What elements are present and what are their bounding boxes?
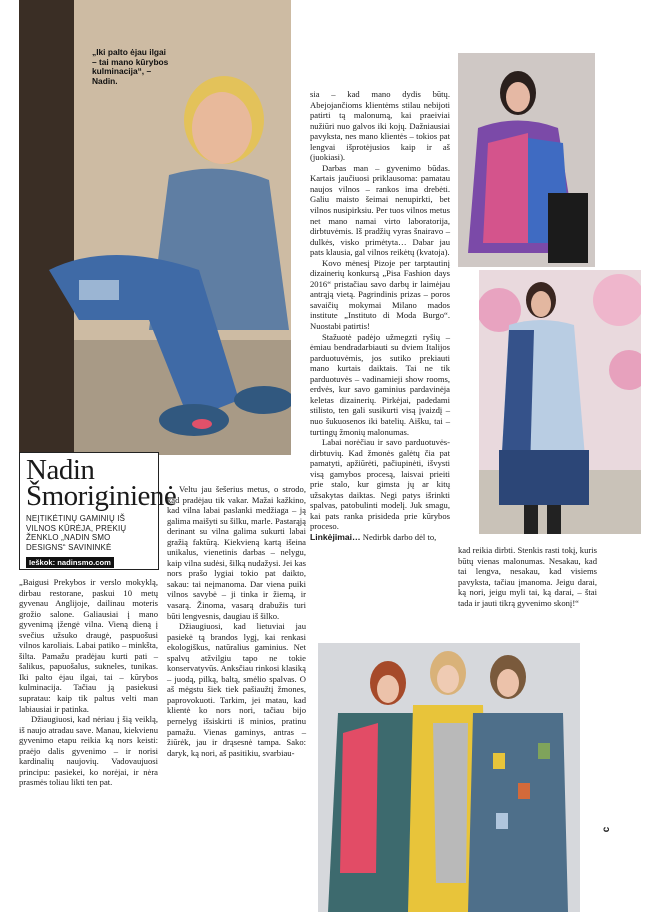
article-column-4: [458, 545, 597, 608]
col3-lead-bold: Linkėjimai…: [310, 531, 361, 542]
col2-paragraph: Džiaugiuosi, kad lietuviai jau pasiekė tą brandos lygį, kai renkasi ekologiškus, natūralius gaminius. Net spalvų atžvilgiu tapo ne tokie konservatyvūs. Anksčiau rinkosi klasiką – juodą, pilką, baltą, smėlio spalvas. O aš mėgstu šiek tiek pašiaužtį žmones, paprovokuoti. Tarkim, jei matau, kad klientė ko nors nori, tačiau bijo pernelyg išsiskirti iš minios, pratinu pamažu. Vienas gaminys, antras – žiūrėk, jau ir drąsesnė tampa. Sako: daryk, ką nori, aš pasitikiu, svarbiau-: [167, 621, 306, 758]
end-mark-icon: ↄ: [600, 826, 612, 833]
profile-description: NEĮTIKĖTINŲ GAMINIŲ IŠ VILNOS KŪRĖJA, PREKIŲ ŽENKLO „NADIN SMO DESIGNS“ SAVININKĖ: [26, 514, 127, 552]
col1-paragraph: Džiaugiuosi, kad nėriau į šią veiklą, iš naujo atradau save. Manau, kiekvienu gyvenimo etapu reikia ką nors keisti: praėjo dalis gyvenimo – ir norisi kardinalių naujovių. Vadovaujuosi principu: pasiekei, ko norėjai, ir nėra prasmės toliau likti ten pat.: [19, 714, 158, 788]
photo-caption-quote: „Iki palto ėjau ilgai – tai mano kūrybos kulminacija“, – Nadin.: [92, 47, 169, 86]
col3-paragraph: Kovo mėnesį Pizoje per tarptautinį dizainerių konkursą „Pisa Fashion days 2016“ pristačiau savo darbų ir laimėjau antrąją vietą. Pagrindinis prizas – poros savaičių mokymai Milano mados institute „Instituto di Moda Burgo“. Nuostabi patirtis!: [310, 257, 450, 332]
profile-last-name: Šmoriginienė: [26, 480, 177, 512]
col3-paragraph: Labai norėčiau ir savo parduotuvės-dirbtuvių. Kad žmonės galėtų čia pat pamatyti, apžiūrėti, pačiupinėti, išvysti visą gamybos procesą, laisvai prieiti prie stalo, kur gimsta jų ar kitų užsakytas daiktas. Negi patys išrinkti spalvas, patobulinti modelį. Juk smagu, kai pats ranka prisideda prie kūrybos proceso.: [310, 437, 450, 532]
profile-first-name: Nadin: [26, 454, 95, 486]
article-column-2: [167, 484, 306, 758]
profile-name-box: [19, 452, 177, 570]
coat-photo-pink: [458, 53, 595, 267]
article-column-1: [19, 577, 158, 788]
col3-paragraph: Darbas man – gyvenimo būdas. Kartais jaučiuosi priklausoma: pamatau naujos vilnos – rankos ima drebėti. Galiu maisto šeimai nenupirkti, bet vilnos nusipirksiu. Per tuos vilnos metus net mano namai virto laboratorija, dirbtuvėmis. Iš pradžių vyras šnairavo – dulkės, visko primėtyta… Dabar jau pats klausia, gal vilnos reikėtų (kvatoja).: [310, 162, 450, 258]
article-column-3: [310, 89, 450, 543]
col4-paragraph: kad reikia dirbti. Stenkis rasti tokį, kuris būtų vienas malonumas. Nesakau, kad tai lengva, nesakau, kad visiems pavyksta, tačiau įmanoma. Jeigu darai, ką nori, jeigu myli tai, ką darai, – štai tada ir jauti tikrą gyvenimo skonį!“: [458, 545, 597, 608]
col3-closing-line: [310, 532, 450, 543]
col2-paragraph: Veltu jau šešerius metus, o strodo, kad pradėjau tik vakar. Mažai kažkino, kad vilna labai paslanki medžiaga – ją galima maišyti su šilku, marle. Pastarąją derinant su vilna galima sukurti labai gražią faktūrą. Kiekvieną kartą išeina unikalus, vienetinis darbas – nelygu, kaip vilna sudėsi, šilką nudažysi. Jei kas nors prašo lygiai tokio pat daikto, sakau: tai neįmanoma. Dar viena puiki vilnos savybė – ji tinka ir žiemą, ir vasarą. Žinoma, vasarą drabužis turi būti lengvesnis, daugiau iš šilko.: [167, 484, 306, 621]
coat-photo-blue: [479, 270, 641, 534]
group-coats-photo: [318, 643, 580, 912]
profile-website-link[interactable]: Ieškok: nadinsmo.com: [26, 557, 114, 568]
col3-paragraph: Stažuotė padėjo užmegzti ryšių – ėmiau bendradarbiauti su dviem Italijos parduotuvėmis, jos sutiko prekiauti mano kurtais daiktais. Tai ne tik parduotuvės – vadinamieji show rooms, erdvės, kur savo gaminius pardavinėja keletas dizainerių. Pirkėjai, padedami stilisto, ten gali susikurti visą įvaizdį – nuo šukuosenos iki batelių. Aišku, tai – turtingų žmonių malonumas.: [310, 331, 450, 437]
col3-paragraph: sia – kad mano dydis būtų. Abejojančioms klientėms stilau nebijoti patirti tą malonumą, kai praeiviai nužiūri nuo galvos iki kojų. Dažniausiai pavyksta, nes mano klientės – tokios pat lengvai išprotėjusios kaip ir aš (juokiasi).: [310, 89, 450, 163]
col1-paragraph: „Baigusi Prekybos ir verslo mokyklą, dirbau restorane, paskui 10 metų gyvenau Anglijoje, dailinau moteris grožio salone. Galiausiai į mano gyvenimą įžengė vilna. Vieną dieną į svečius užsuko draugė, paspuošusi vilnos karoliais. Labai patiko – minkšta, šilta. Pamažu pradėjau kurti pati – šalikus, papuošalus, sukneles, tunikas. Iki palto ėjau ilgai, tai – kūrybos kulminacija. Tačiau ją pasiekusi supratau: kaip tik paltus velti man labiausiai ir patinka.: [19, 577, 158, 714]
col3-lead-text: Nedirbk darbo dėl to,: [362, 531, 437, 542]
